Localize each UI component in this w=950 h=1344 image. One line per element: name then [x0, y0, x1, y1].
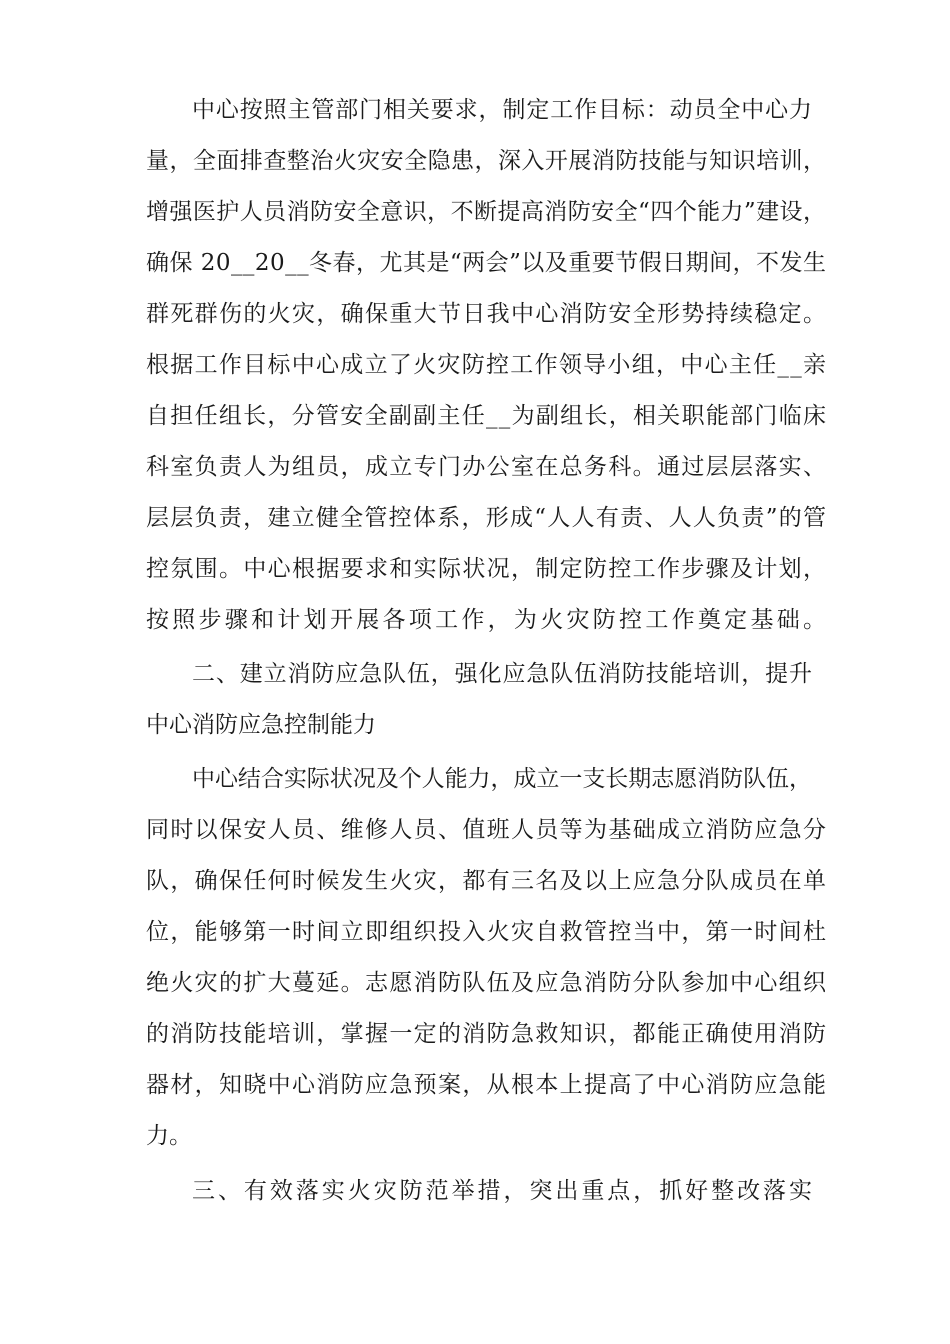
text-line: 控氛围。中心根据要求和实际状况，制定防控工作步骤及计划，	[146, 556, 828, 582]
text-line: 科室负责人为组员，成立专门办公室在总务科。通过层层落实、	[146, 454, 828, 480]
text-line: 器材，知晓中心消防应急预案，从根本上提高了中心消防应急能	[146, 1072, 828, 1098]
text-line: 增强医护人员消防安全意识，不断提高消防安全“四个能力”建设，	[146, 199, 827, 225]
text-line: 中心结合实际状况及个人能力，成立一支长期志愿消防队伍，	[192, 766, 812, 792]
text-line: 同时以保安人员、维修人员、值班人员等为基础成立消防应急分	[146, 817, 828, 843]
text-line: 自担任组长，分管安全副副主任__为副组长，相关职能部门临床	[146, 403, 828, 429]
text-line: 群死群伤的火灾，确保重大节日我中心消防安全形势持续稳定。	[146, 301, 828, 327]
heading-line: 二、建立消防应急队伍，强化应急队伍消防技能培训，提升	[192, 661, 813, 687]
text-line: 量，全面排查整治火灾安全隐患，深入开展消防技能与知识培训，	[146, 148, 827, 174]
text-line: 层层负责，建立健全管控体系，形成“人人有责、人人负责”的管	[146, 505, 828, 531]
text-line: 按照步骤和计划开展各项工作，为火灾防控工作奠定基础。	[146, 607, 830, 633]
heading-line: 三、有效落实火灾防范举措，突出重点，抓好整改落实	[192, 1178, 815, 1204]
text-line: 绝火灾的扩大蔓延。志愿消防队伍及应急消防分队参加中心组织	[146, 970, 828, 996]
heading-line: 中心消防应急控制能力	[146, 712, 376, 738]
text-line: 根据工作目标中心成立了火灾防控工作领导小组，中心主任__亲	[146, 352, 828, 378]
text-line: 确保 20__20__冬春，尤其是“两会”以及重要节假日期间，不发生	[146, 250, 827, 276]
text-line: 力。	[146, 1123, 192, 1149]
text-line: 位，能够第一时间立即组织投入火灾自救管控当中，第一时间杜	[146, 919, 828, 945]
text-line: 的消防技能培训，掌握一定的消防急救知识，都能正确使用消防	[146, 1021, 828, 1047]
text-line: 中心按照主管部门相关要求，制定工作目标：动员全中心力	[192, 97, 813, 123]
text-line: 队，确保任何时候发生火灾，都有三名及以上应急分队成员在单	[146, 868, 828, 894]
